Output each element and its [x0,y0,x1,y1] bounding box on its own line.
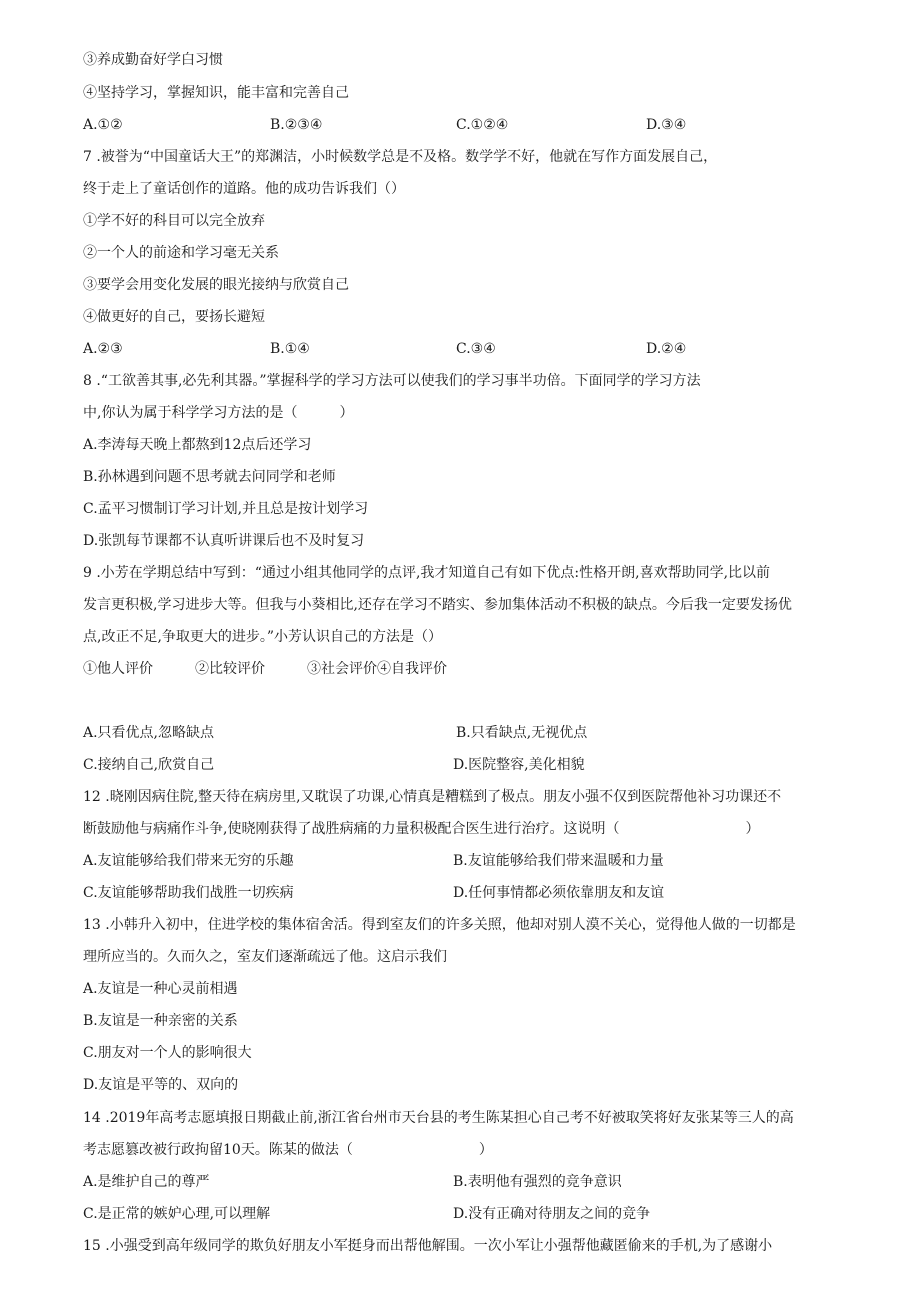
q8-option-a: A.李涛每天晚上都熬到12点后还学习 [83,437,312,453]
q7-statement-4: ④做更好的自己，要扬长避短 [83,309,265,325]
q14-stem-line1: 14 .2019年高考志愿填报日期截止前,浙江省台州市天台县的考生陈某担心自己考不好被取笑将好友张某等三人的高 [83,1110,794,1126]
q12-option-c: C.友谊能够帮助我们战胜一切疾病 [83,885,294,901]
q7-option-c: C.③④ [456,341,496,357]
q14-option-a: A.是维护自己的尊严 [83,1174,210,1190]
statement-4: ④坚持学习，掌握知识，能丰富和完善自己 [83,85,349,101]
q11-option-b: B.只看缺点,无视优点 [456,725,588,741]
q15-stem-line1: 15 .小强受到高年级同学的欺负好朋友小军挺身而出帮他解围。一次小军让小强帮他藏匿偷来的手机,为了感谢小 [83,1238,773,1254]
q14-option-b: B.表明他有强烈的竞争意识 [453,1174,622,1190]
q11-option-d: D.医院整容,美化相貌 [453,757,585,773]
q14-option-d: D.没有正确对待朋友之间的竞争 [453,1206,651,1222]
q13-option-c: C.朋友对一个人的影响很大 [83,1045,252,1061]
q8-option-c: C.孟平习惯制订学习计划,并且总是按计划学习 [83,501,369,517]
q13-option-b: B.友谊是一种亲密的关系 [83,1013,238,1029]
q13-option-d: D.友谊是平等的、双向的 [83,1077,239,1093]
q12-option-d: D.任何事情都必须依靠朋友和友谊 [453,885,665,901]
q14-option-c: C.是正常的嫉妒心理,可以理解 [83,1206,271,1222]
q7-statement-1: ①学不好的科目可以完全放弃 [83,213,265,229]
q6-option-a: A.①② [83,117,123,133]
q11-option-a: A.只看优点,忽略缺点 [83,725,215,741]
q8-option-b: B.孙林遇到问题不思考就去问同学和老师 [83,469,336,485]
q7-stem-line2: 终于走上了童话创作的道路。他的成功告诉我们（） [83,181,405,197]
q13-stem-line2: 理所应当的。久而久之，室友们逐渐疏远了他。这启示我们 [83,949,447,965]
q7-option-a: A.②③ [83,341,123,357]
q7-statement-3: ③要学会用变化发展的眼光接纳与欣赏自己 [83,277,349,293]
q13-stem-line1: 13 .小韩升入初中，住进学校的集体宿舍活。得到室友们的许多关照，他却对别人漠不关心，觉得他人做的一切都是 [83,917,796,933]
q8-stem-line1: 8 .“工欲善其事,必先利其器。”掌握科学的学习方法可以使我们的学习事半功倍。下面同学的学习方法 [83,373,701,389]
q9-statements: ①他人评价 ②比较评价 ③社会评价④自我评价 [83,661,447,677]
q13-option-a: A.友谊是一种心灵前相遇 [83,981,238,997]
q9-stem-line3: 点,改正不足,争取更大的进步。”小芳认识自己的方法是（） [83,629,443,645]
q7-option-b: B.①④ [270,341,310,357]
q7-option-d: D.②④ [646,341,687,357]
statement-3: ③养成勤奋好学白习惯 [83,52,223,68]
q12-option-a: A.友谊能够给我们带来无穷的乐趣 [83,853,294,869]
q6-option-c: C.①②④ [456,117,509,133]
q6-option-b: B.②③④ [270,117,323,133]
q8-option-d: D.张凯每节课都不认真听讲课后也不及时复习 [83,533,365,549]
q9-stem-line2: 发言更积极,学习进步大等。但我与小葵相比,还存在学习不踏实、参加集体活动不积极的缺点。今后我一定要发扬优 [83,597,792,613]
q12-stem-line1: 12 .晓刚因病住院,整天待在病房里,又耽误了功课,心情真是糟糕到了极点。朋友小强不仅到医院帮他补习功课还不 [83,789,782,805]
q12-option-b: B.友谊能够给我们带来温暖和力量 [453,853,664,869]
q14-stem-line2: 考志愿篡改被行政拘留10天。陈某的做法（ ） [83,1142,493,1158]
q9-stem-line1: 9 .小芳在学期总结中写到：“通过小组其他同学的点评,我才知道自己有如下优点:性格开朗,喜欢帮助同学,比以前 [83,565,771,581]
q11-option-c: C.接纳自己,欣赏自己 [83,757,215,773]
q7-stem-line1: 7 .被誉为“中国童话大王”的郑渊洁，小时候数学总是不及格。数学学不好，他就在写作方面发展自己， [83,149,718,165]
q12-stem-line2: 断鼓励他与病痛作斗争,使晓刚获得了战胜病痛的力量积极配合医生进行治疗。这说明（ ） [83,821,760,837]
q8-stem-line2: 中,你认为属于科学学习方法的是（ ） [83,405,354,421]
q6-option-d: D.③④ [646,117,687,133]
q7-statement-2: ②一个人的前途和学习毫无关系 [83,245,279,261]
